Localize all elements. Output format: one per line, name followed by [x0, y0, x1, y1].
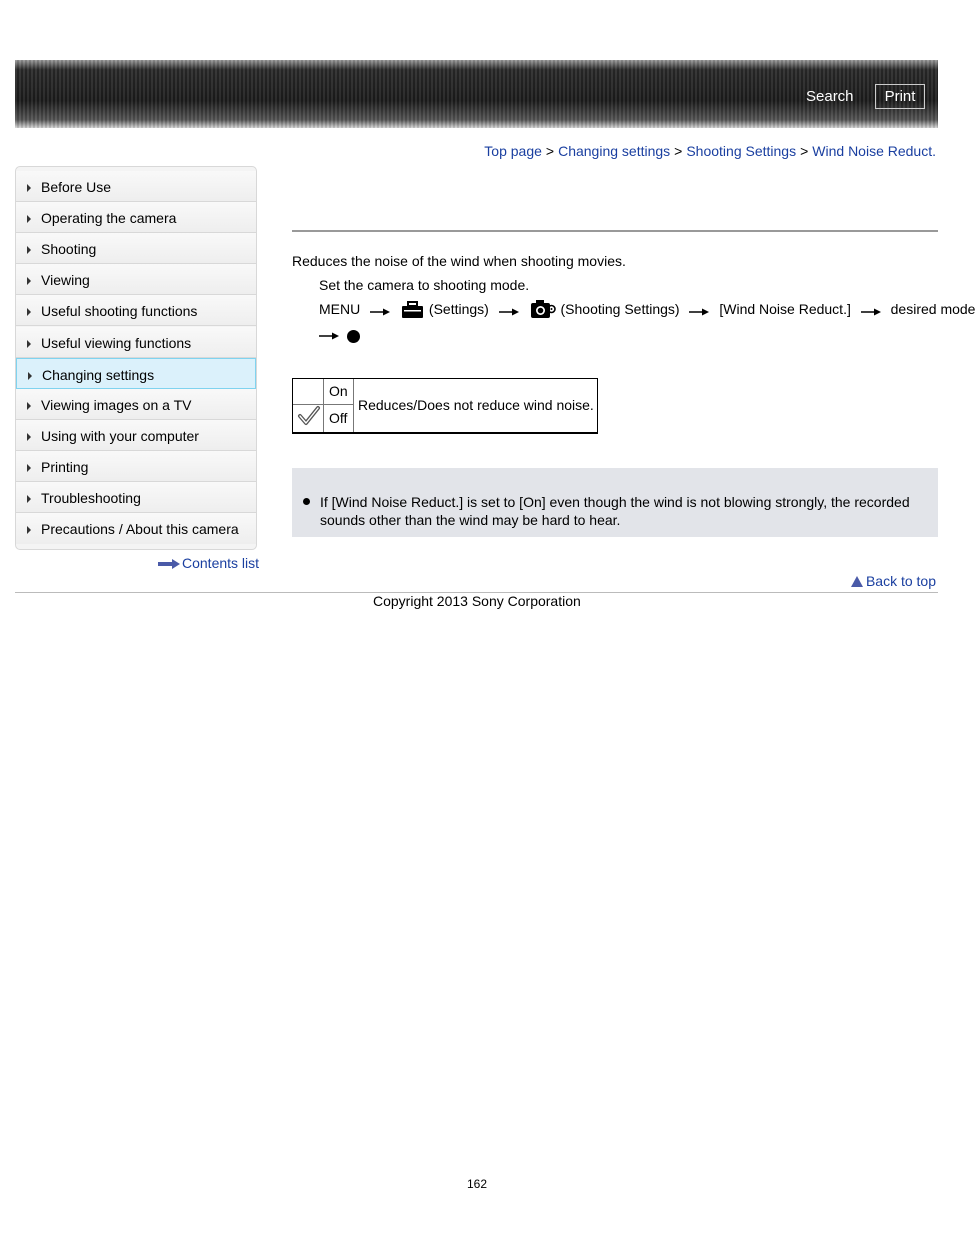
triangle-right-icon [27, 402, 31, 410]
shooting-settings-label: (Shooting Settings) [560, 301, 680, 318]
note-box [292, 468, 938, 537]
sidebar-item-troubleshooting[interactable] [16, 482, 256, 513]
sidebar-item-label: Viewing images on a TV [41, 397, 192, 413]
sidebar-item-shooting[interactable] [16, 233, 256, 264]
sidebar-item-changing-settings[interactable] [16, 358, 256, 389]
sidebar-item-label: Operating the camera [41, 210, 177, 226]
sidebar-item-using-with-your-computer[interactable] [16, 420, 256, 451]
sidebar-item-printing[interactable] [16, 451, 256, 482]
default-check-icon [298, 406, 320, 429]
sidebar-nav [15, 166, 257, 550]
settings-label: (Settings) [428, 301, 489, 318]
sidebar-item-label: Using with your computer [41, 428, 199, 444]
sidebar-item-precautions[interactable] [16, 513, 256, 544]
search-link[interactable]: Search [806, 88, 854, 105]
sidebar-item-viewing[interactable] [16, 264, 256, 295]
option-description: Reduces/Does not reduce wind noise. [358, 397, 594, 413]
breadcrumb-wind-noise-reduct[interactable]: Wind Noise Reduct. [812, 143, 936, 159]
triangle-right-icon [27, 184, 31, 192]
arrow-right-icon [861, 303, 881, 319]
toolbox-settings-icon [402, 301, 423, 321]
breadcrumb-separator: > [545, 143, 555, 159]
camera-settings-icon [531, 300, 555, 321]
contents-list-label: Contents list [182, 555, 260, 571]
arrow-right-icon [499, 303, 519, 319]
breadcrumb-top-page[interactable]: Top page [484, 143, 542, 159]
title-divider [292, 230, 938, 232]
intro-text: Reduces the noise of the wind when shooting movies. [292, 253, 626, 269]
breadcrumb [484, 143, 936, 159]
menu-label: MENU [319, 301, 361, 318]
arrow-right-icon [158, 556, 180, 572]
wind-noise-label: [Wind Noise Reduct.] [719, 301, 851, 318]
breadcrumb-changing-settings[interactable]: Changing settings [558, 143, 671, 159]
sidebar-item-label: Useful shooting functions [41, 303, 198, 319]
option-on: On [329, 383, 348, 399]
breadcrumb-separator: > [674, 143, 683, 159]
center-button-icon [347, 330, 360, 343]
triangle-right-icon [27, 433, 31, 441]
triangle-right-icon [27, 308, 31, 316]
breadcrumb-shooting-settings[interactable]: Shooting Settings [686, 143, 797, 159]
triangle-right-icon [27, 277, 31, 285]
triangle-up-icon [851, 576, 863, 587]
sidebar-item-label: Viewing [41, 272, 90, 288]
copyright-text: Copyright 2013 Sony Corporation [373, 593, 581, 609]
sidebar-item-label: Precautions / About this camera [41, 521, 239, 537]
breadcrumb-separator: > [800, 143, 809, 159]
sidebar-item-before-use[interactable] [16, 171, 256, 202]
sidebar-item-viewing-images-on-a-tv[interactable] [16, 389, 256, 420]
sidebar-item-label: Before Use [41, 179, 112, 195]
sidebar-item-label: Shooting [41, 241, 97, 257]
top-header-bar [15, 60, 938, 128]
triangle-right-icon [27, 526, 31, 534]
sidebar-item-label: Changing settings [42, 367, 155, 383]
sidebar-item-label: Troubleshooting [41, 490, 141, 506]
contents-list-link[interactable] [158, 555, 259, 572]
triangle-right-icon [27, 215, 31, 223]
page-number: 162 [467, 1177, 488, 1191]
note-text: If [Wind Noise Reduct.] is set to [On] even though the wind is not blowing strongly, the recorded sounds other than the wind may be hard to hear. [320, 494, 910, 528]
arrow-right-icon [370, 303, 390, 319]
arrow-right-icon [319, 327, 339, 343]
triangle-right-icon [27, 246, 31, 254]
arrow-right-icon [689, 303, 709, 319]
row-divider [293, 404, 353, 405]
back-to-top-link[interactable] [851, 573, 936, 589]
sidebar-item-useful-viewing-functions[interactable] [16, 327, 256, 358]
triangle-right-icon [27, 340, 31, 348]
triangle-right-icon [27, 464, 31, 472]
option-off: Off [329, 410, 348, 426]
options-table [292, 378, 598, 434]
print-button[interactable]: Print [875, 84, 925, 109]
bullet-icon [303, 498, 310, 505]
triangle-right-icon [28, 372, 32, 380]
sidebar-item-operating-the-camera[interactable] [16, 202, 256, 233]
sidebar-item-label: Printing [41, 459, 89, 475]
sidebar-item-useful-shooting-functions[interactable] [16, 295, 256, 326]
desired-mode-label: desired mode [890, 301, 975, 318]
triangle-right-icon [27, 495, 31, 503]
sidebar-item-label: Useful viewing functions [41, 335, 192, 351]
menu-path-continued [319, 327, 360, 343]
step-1-text: Set the camera to shooting mode. [319, 277, 530, 293]
menu-path [319, 300, 975, 321]
back-to-top-label: Back to top [865, 573, 936, 589]
